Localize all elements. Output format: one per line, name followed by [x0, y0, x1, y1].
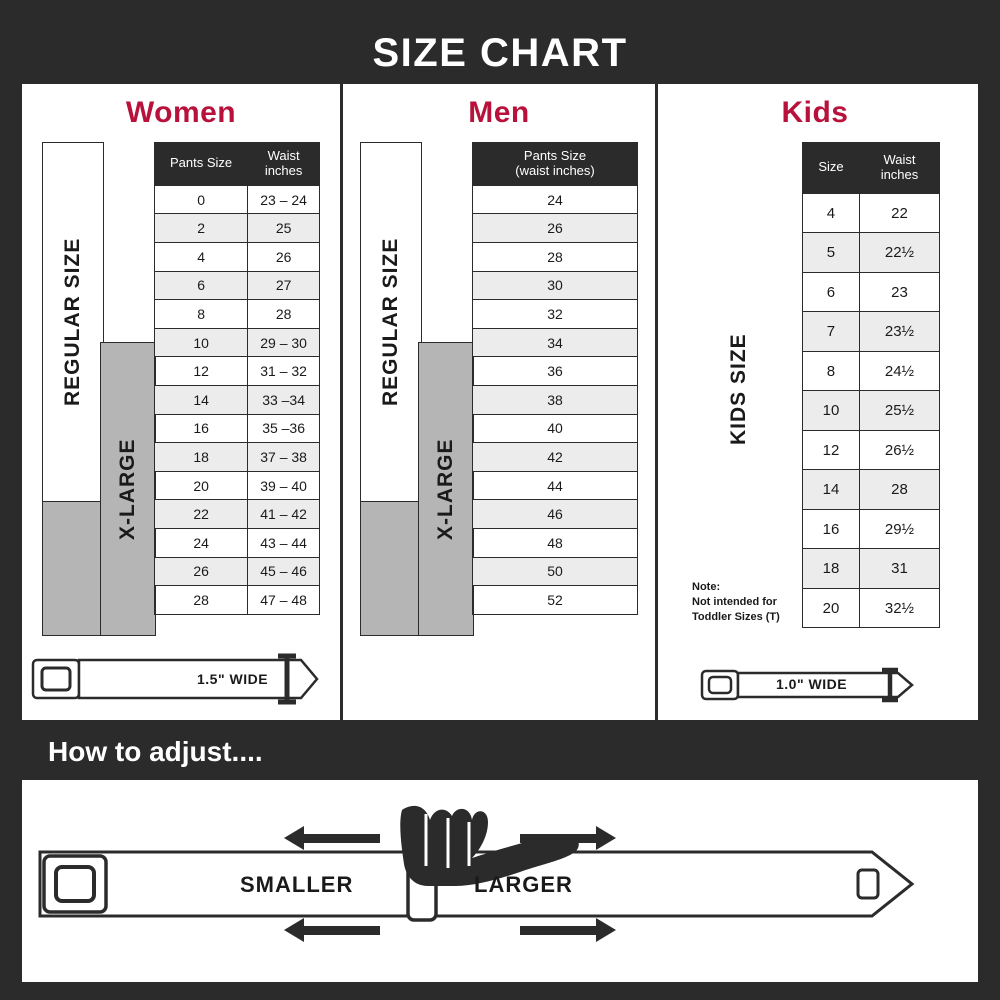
men-side-labels: [360, 142, 472, 615]
cell-waist: 24½: [859, 351, 939, 391]
table-row: [473, 471, 638, 500]
table-header-row: [803, 143, 940, 194]
cell-size: 8: [803, 351, 860, 391]
table-row: [155, 243, 320, 272]
col-header-size: Size: [803, 143, 860, 194]
table-row: [155, 443, 320, 472]
table-row: [803, 391, 940, 431]
table-row: [155, 185, 320, 214]
table-row: [473, 243, 638, 272]
chart-sheet: [22, 22, 978, 982]
table-row: [155, 357, 320, 386]
cell-size: 18: [155, 443, 248, 472]
kids-table-wrap: [690, 142, 940, 628]
cell-size: 10: [155, 328, 248, 357]
page-title: SIZE CHART: [22, 22, 978, 84]
cell-size: 50: [473, 557, 638, 586]
cell-size: 10: [803, 391, 860, 431]
cell-size: 12: [803, 430, 860, 470]
cell-size: 5: [803, 233, 860, 273]
kids-belt-width-label: 1.0" WIDE: [776, 676, 848, 692]
cell-waist: 43 – 44: [248, 529, 320, 558]
table-row: [155, 214, 320, 243]
men-label-regular-size: REGULAR SIZE: [360, 142, 422, 502]
cell-size: 8: [155, 300, 248, 329]
col-header-pants-size: Pants Size: [155, 143, 248, 186]
table-row: [803, 351, 940, 391]
howto-heading: How to adjust....: [22, 724, 978, 780]
table-row: [155, 328, 320, 357]
table-header-row: [155, 143, 320, 186]
cell-waist: 29½: [859, 509, 939, 549]
cell-size: 26: [473, 214, 638, 243]
cell-size: 32: [473, 300, 638, 329]
men-table-wrap: [360, 142, 638, 615]
women-side-labels: [42, 142, 154, 615]
cell-size: 14: [155, 386, 248, 415]
column-kids: [658, 84, 972, 720]
table-row: [473, 500, 638, 529]
cell-size: 26: [155, 557, 248, 586]
kids-table-body: [803, 193, 940, 628]
table-row: [155, 386, 320, 415]
cell-size: 7: [803, 312, 860, 352]
column-heading-men: Men: [468, 96, 530, 129]
cell-size: 2: [155, 214, 248, 243]
cell-size: 24: [473, 185, 638, 214]
col-header-waist: Waist inches: [859, 143, 939, 194]
table-row: [473, 386, 638, 415]
cell-waist: 41 – 42: [248, 500, 320, 529]
table-row: [155, 300, 320, 329]
cell-waist: 28: [859, 470, 939, 510]
cell-size: 52: [473, 586, 638, 615]
cell-waist: 37 – 38: [248, 443, 320, 472]
cell-size: 28: [155, 586, 248, 615]
cell-waist: 26½: [859, 430, 939, 470]
cell-waist: 23: [859, 272, 939, 312]
table-row: [155, 414, 320, 443]
size-tables-area: [22, 84, 978, 724]
cell-waist: 32½: [859, 588, 939, 628]
table-row: [803, 312, 940, 352]
cell-waist: 47 – 48: [248, 586, 320, 615]
cell-waist: 31: [859, 549, 939, 589]
women-label-regular-size: REGULAR SIZE: [42, 142, 104, 502]
cell-waist: 25: [248, 214, 320, 243]
table-row: [155, 471, 320, 500]
cell-size: 38: [473, 386, 638, 415]
col-header-waist: Waist inches: [248, 143, 320, 186]
cell-waist: 26: [248, 243, 320, 272]
table-row: [803, 470, 940, 510]
table-row: [155, 586, 320, 615]
cell-waist: 39 – 40: [248, 471, 320, 500]
table-row: [473, 443, 638, 472]
table-row: [803, 549, 940, 589]
women-table-body: [155, 185, 320, 614]
table-row: [473, 586, 638, 615]
kids-note: Note: Not intended for Toddler Sizes (T): [692, 580, 780, 623]
table-row: [473, 529, 638, 558]
cell-waist: 22: [859, 193, 939, 233]
table-row: [155, 271, 320, 300]
column-women: [22, 84, 340, 720]
men-table-body: [473, 185, 638, 614]
belt-width-diagram-wide: [31, 648, 331, 710]
kids-size-table: [802, 142, 940, 628]
cell-size: 14: [803, 470, 860, 510]
table-row: [473, 414, 638, 443]
cell-size: 30: [473, 271, 638, 300]
table-row: [473, 357, 638, 386]
cell-size: 4: [803, 193, 860, 233]
cell-size: 44: [473, 471, 638, 500]
table-row: [473, 271, 638, 300]
women-belt-width-label: 1.5" WIDE: [197, 671, 269, 687]
table-header-row: [473, 143, 638, 186]
kids-label-kids-size: KIDS SIZE: [708, 142, 770, 636]
cell-waist: 35 –36: [248, 414, 320, 443]
men-label-xlarge: X-LARGE: [418, 342, 474, 636]
kids-belt-diagram-row: [658, 658, 972, 710]
cell-size: 16: [803, 509, 860, 549]
column-heading-women: Women: [125, 96, 237, 129]
cell-size: 18: [803, 549, 860, 589]
women-label-xlarge: X-LARGE: [100, 342, 156, 636]
cell-size: 4: [155, 243, 248, 272]
table-row: [803, 588, 940, 628]
column-heading-kids: Kids: [781, 96, 849, 129]
table-row: [803, 272, 940, 312]
label-smaller: SMALLER: [240, 872, 354, 897]
column-men: [340, 84, 658, 720]
cell-waist: 27: [248, 271, 320, 300]
men-size-table: [472, 142, 638, 615]
women-grey-fill: [42, 502, 104, 636]
cell-size: 46: [473, 500, 638, 529]
table-row: [473, 300, 638, 329]
table-row: [473, 185, 638, 214]
howto-diagram: [22, 780, 978, 982]
cell-size: 6: [803, 272, 860, 312]
cell-waist: 25½: [859, 391, 939, 431]
table-row: [155, 557, 320, 586]
cell-size: 48: [473, 529, 638, 558]
cell-size: 12: [155, 357, 248, 386]
cell-size: 42: [473, 443, 638, 472]
cell-waist: 31 – 32: [248, 357, 320, 386]
table-row: [803, 193, 940, 233]
cell-waist: 22½: [859, 233, 939, 273]
cell-size: 6: [155, 271, 248, 300]
cell-size: 16: [155, 414, 248, 443]
cell-size: 34: [473, 328, 638, 357]
table-row: [155, 500, 320, 529]
table-row: [473, 557, 638, 586]
cell-size: 28: [473, 243, 638, 272]
col-header-pants-size-waist: Pants Size (waist inches): [473, 143, 638, 186]
women-table-wrap: [42, 142, 320, 615]
men-grey-fill: [360, 502, 422, 636]
cell-waist: 28: [248, 300, 320, 329]
cell-waist: 33 –34: [248, 386, 320, 415]
women-size-table: [154, 142, 320, 615]
label-larger: LARGER: [474, 872, 573, 897]
kids-side-labels: [690, 142, 802, 628]
cell-size: 22: [155, 500, 248, 529]
table-row: [803, 430, 940, 470]
table-row: [473, 328, 638, 357]
cell-size: 20: [155, 471, 248, 500]
cell-size: 36: [473, 357, 638, 386]
cell-size: 20: [803, 588, 860, 628]
table-row: [155, 529, 320, 558]
cell-size: 0: [155, 185, 248, 214]
table-row: [803, 233, 940, 273]
cell-waist: 45 – 46: [248, 557, 320, 586]
cell-waist: 23½: [859, 312, 939, 352]
women-belt-diagram-row: [22, 648, 340, 710]
cell-waist: 29 – 30: [248, 328, 320, 357]
table-row: [473, 214, 638, 243]
cell-size: 40: [473, 414, 638, 443]
cell-size: 24: [155, 529, 248, 558]
table-row: [803, 509, 940, 549]
cell-waist: 23 – 24: [248, 185, 320, 214]
